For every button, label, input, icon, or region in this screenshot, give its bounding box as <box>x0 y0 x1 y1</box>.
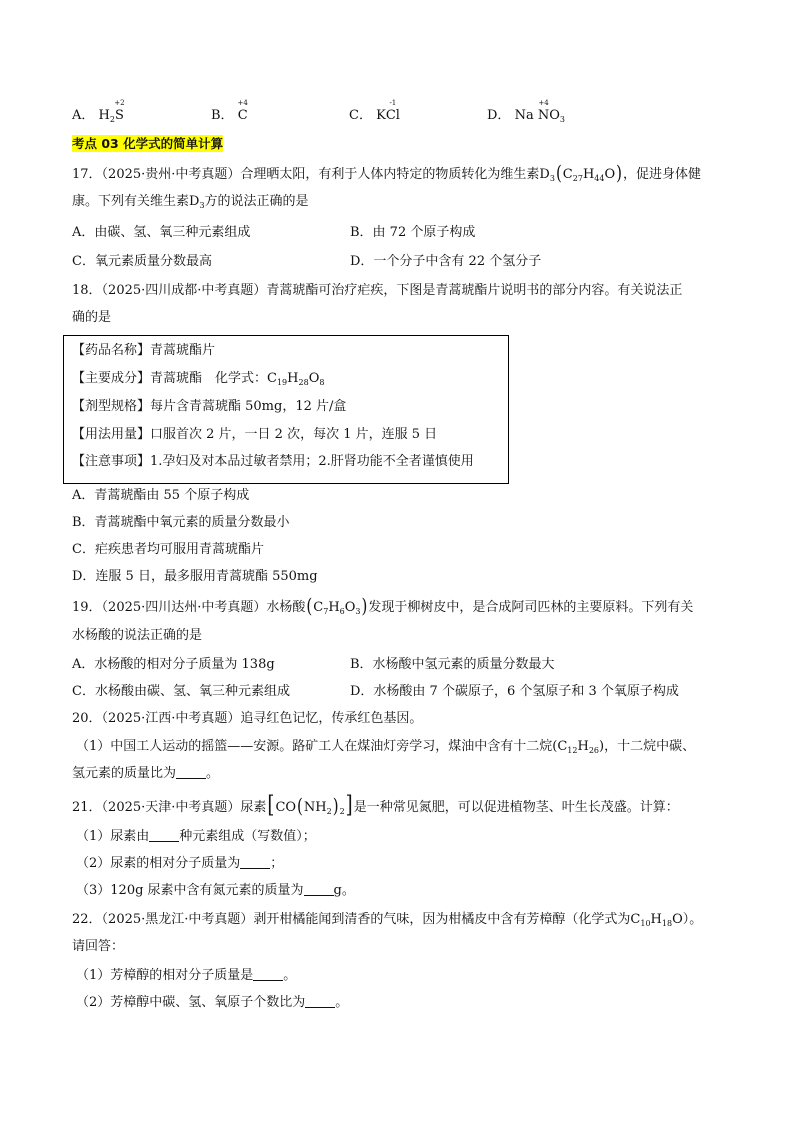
question-text: （1）中国工人运动的摇篮——安源。路矿工人在煤油灯旁学习，煤油中含有十二烷(C <box>76 739 568 754</box>
answer-blank[interactable] <box>149 829 179 842</box>
option-d <box>487 99 565 124</box>
q21-sub-2 <box>76 855 283 873</box>
question-text: （2）芳樟醇中碳、氢、氧原子个数比为 <box>76 995 306 1010</box>
subscript: 26 <box>588 746 600 755</box>
q19-option-a: A．水杨酸的相对分子质量为 138g <box>72 657 275 672</box>
question-text: 方的说法正确的是 <box>204 194 309 209</box>
ingredient-row <box>72 370 324 388</box>
option-letter: D． <box>487 108 511 123</box>
option-letter: B． <box>211 108 234 123</box>
subscript: 3 <box>549 174 555 183</box>
question-text: （1）芳樟醇的相对分子质量是 <box>76 968 254 983</box>
q18-option-c: C．疟疾患者均可服用青蒿琥酯片 <box>72 542 264 557</box>
q17-option-a: A．由碳、氢、氧三种元素组成 <box>72 225 251 240</box>
subscript: 28 <box>298 378 309 387</box>
oxidation-element <box>114 99 125 123</box>
formula-text: O <box>604 167 616 182</box>
valence-mark: +4 <box>237 99 248 107</box>
element-symbol: Cl <box>385 108 400 123</box>
subscript: 18 <box>661 919 673 928</box>
q20-line-1: 20．（2025·江西·中考真题）追寻红色记忆，传承红色基因。 <box>72 711 423 726</box>
q19-option-b: B．水杨酸中氢元素的质量分数最大 <box>350 657 555 672</box>
element-symbol: N <box>537 108 550 123</box>
subscript: 2 <box>339 807 345 816</box>
option-b <box>211 99 248 123</box>
question-text: ； <box>270 856 284 871</box>
question-text: 21．（2025·天津·中考真题）尿素 <box>72 800 267 815</box>
paren-left: ( <box>555 161 562 185</box>
ingredient-text: 【主要成分】青蒿琥酯 化学式： <box>72 371 268 386</box>
q17-line-1 <box>72 161 702 185</box>
formula-text: Na <box>514 108 534 123</box>
usage-row: 【用法用量】口服首次 2 片，一日 2 次，每次 1 片，连服 5 日 <box>72 427 438 442</box>
subscript: 10 <box>640 919 651 928</box>
precautions-row: 【注意事项】1.孕妇及对本品过敏者禁用；2.肝肾功能不全者谨慎使用 <box>72 454 474 469</box>
formula-text: H <box>582 167 595 182</box>
question-text: ）。 <box>682 912 703 927</box>
subscript: 3 <box>355 607 361 616</box>
paren-right: ) <box>616 161 622 185</box>
formula-text: H <box>98 108 110 123</box>
q17-option-d: D．一个分子中含有 22 个氢分子 <box>350 254 542 269</box>
paren-left: ( <box>306 594 313 618</box>
q19-line-1 <box>72 594 694 618</box>
question-text: （1）尿素由 <box>76 829 150 844</box>
bracket-left: [ <box>267 791 275 819</box>
formula-text: D <box>539 167 550 182</box>
q17-option-c: C．氧元素质量分数最高 <box>72 254 212 269</box>
q21-sub-3 <box>76 882 355 900</box>
q20-line-3 <box>72 765 219 783</box>
question-text: 19．（2025·四川达州·中考真题）水杨酸 <box>72 600 306 615</box>
q22-sub-2 <box>76 994 348 1012</box>
paren-right: ) <box>361 594 368 618</box>
formula-text: K <box>376 108 386 123</box>
answer-blank[interactable] <box>240 856 270 869</box>
formula-text: C <box>562 167 573 182</box>
valence-mark: +2 <box>114 99 125 107</box>
drug-name-row: 【药品名称】青蒿琥酯片 <box>72 343 216 358</box>
element-symbol: S <box>114 108 124 123</box>
answer-blank[interactable] <box>304 883 334 896</box>
subscript: 44 <box>594 174 605 183</box>
dosage-form-row: 【剂型规格】每片含青蒿琥酯 50mg，12 片/盒 <box>72 399 347 414</box>
q18-option-b: B．青蒿琥酯中氧元素的质量分数最小 <box>72 515 290 530</box>
subscript: 2 <box>109 115 115 124</box>
q17-line-2 <box>72 193 309 211</box>
oxidation-element <box>237 99 248 123</box>
formula-text: C <box>313 600 324 615</box>
formula-text: C <box>267 371 277 386</box>
formula-text: H <box>287 371 299 386</box>
oxidation-element <box>537 99 550 123</box>
formula-text: NH <box>303 800 327 815</box>
formula-text: CO <box>275 800 297 815</box>
subscript: 6 <box>339 607 345 616</box>
q18-line-1: 18．（2025·四川成都·中考真题）青蒿琥酯可治疗疟疾，下图是青蒿琥酯片说明书的部分内容。有关说法正 <box>72 283 683 298</box>
formula-text: H <box>577 739 589 754</box>
subscript: 7 <box>323 607 329 616</box>
formula-text: O <box>549 108 560 123</box>
subscript: 2 <box>326 807 332 816</box>
formula-text: D <box>189 194 200 209</box>
question-text: 。 <box>206 766 220 781</box>
q19-option-c: C．水杨酸由碳、氢、氧三种元素组成 <box>72 684 290 699</box>
q18-option-d: D．连服 5 日，最多服用青蒿琥酯 550mg <box>72 569 318 584</box>
question-text: )，十二烷中碳、 <box>599 739 696 754</box>
question-text: 。 <box>283 968 297 983</box>
section-heading <box>72 135 223 154</box>
q18-line-2: 确的是 <box>72 310 112 325</box>
option-letter: C． <box>349 108 372 123</box>
question-text: 种元素组成（写数值）； <box>179 829 316 844</box>
formula-text: H <box>650 912 662 927</box>
option-c <box>349 99 400 123</box>
formula-text: O <box>344 600 356 615</box>
paren-left: ( <box>297 794 303 818</box>
question-text: 22．（2025·黑龙江·中考真题）剥开柑橘能闻到清香的气味，因为柑橘皮中含有芳樟醇（化学式为 <box>72 912 631 927</box>
subscript: 3 <box>199 201 205 210</box>
question-text: 氢元素的质量比为 <box>72 766 177 781</box>
q17-option-b: B．由 72 个原子构成 <box>350 225 476 240</box>
bracket-right: ] <box>345 791 353 819</box>
question-text: （2）尿素的相对分子质量为 <box>76 856 241 871</box>
formula-text: H <box>328 600 340 615</box>
subscript: 3 <box>559 115 565 124</box>
q22-line-2: 请回答： <box>72 939 125 954</box>
q19-option-d: D．水杨酸由 7 个碳原子，6 个氢原子和 3 个氧原子构成 <box>350 684 679 699</box>
subscript: 8 <box>319 378 325 387</box>
answer-blank[interactable] <box>176 766 206 779</box>
subscript: 19 <box>276 378 288 387</box>
formula-text: C <box>630 912 641 927</box>
answer-blank[interactable] <box>305 995 335 1008</box>
formula-text: O <box>672 912 683 927</box>
question-text: ，促进身体健 <box>623 167 702 182</box>
question-text: 。 <box>335 995 349 1010</box>
question-text: （3）120g 尿素中含有氮元素的质量为 <box>76 883 304 898</box>
q19-line-2: 水杨酸的说法正确的是 <box>72 628 203 643</box>
section-title: 考点 03 化学式的简单计算 <box>72 136 224 151</box>
question-text: 17．（2025·贵州·中考真题）合理晒太阳，有利于人体内特定的物质转化为维生素 <box>72 167 540 182</box>
formula-text: O <box>308 371 320 386</box>
q20-line-2 <box>76 738 695 756</box>
q22-sub-1 <box>76 967 296 985</box>
element-symbol: C <box>237 108 248 123</box>
q21-sub-1 <box>76 828 316 846</box>
option-a <box>72 99 125 124</box>
option-letter: A． <box>72 108 95 123</box>
question-text: g。 <box>333 883 355 898</box>
subscript: 12 <box>567 746 578 755</box>
answer-blank[interactable] <box>253 968 283 981</box>
q18-option-a: A．青蒿琥酯由 55 个原子构成 <box>72 488 250 503</box>
oxidation-element <box>385 99 400 123</box>
question-text: 康。下列有关维生素 <box>72 194 190 209</box>
question-text: 发现于柳树皮中，是合成阿司匹林的主要原料。下列有关 <box>368 600 694 615</box>
paren-right: ) <box>332 794 339 818</box>
valence-mark: -1 <box>389 99 397 107</box>
question-text: 是一种常见氮肥，可以促进植物茎、叶生长茂盛。计算： <box>353 800 679 815</box>
subscript: 27 <box>572 174 583 183</box>
q22-line-1 <box>72 911 702 929</box>
valence-mark: +4 <box>538 99 549 107</box>
q21-line-1 <box>72 791 679 819</box>
